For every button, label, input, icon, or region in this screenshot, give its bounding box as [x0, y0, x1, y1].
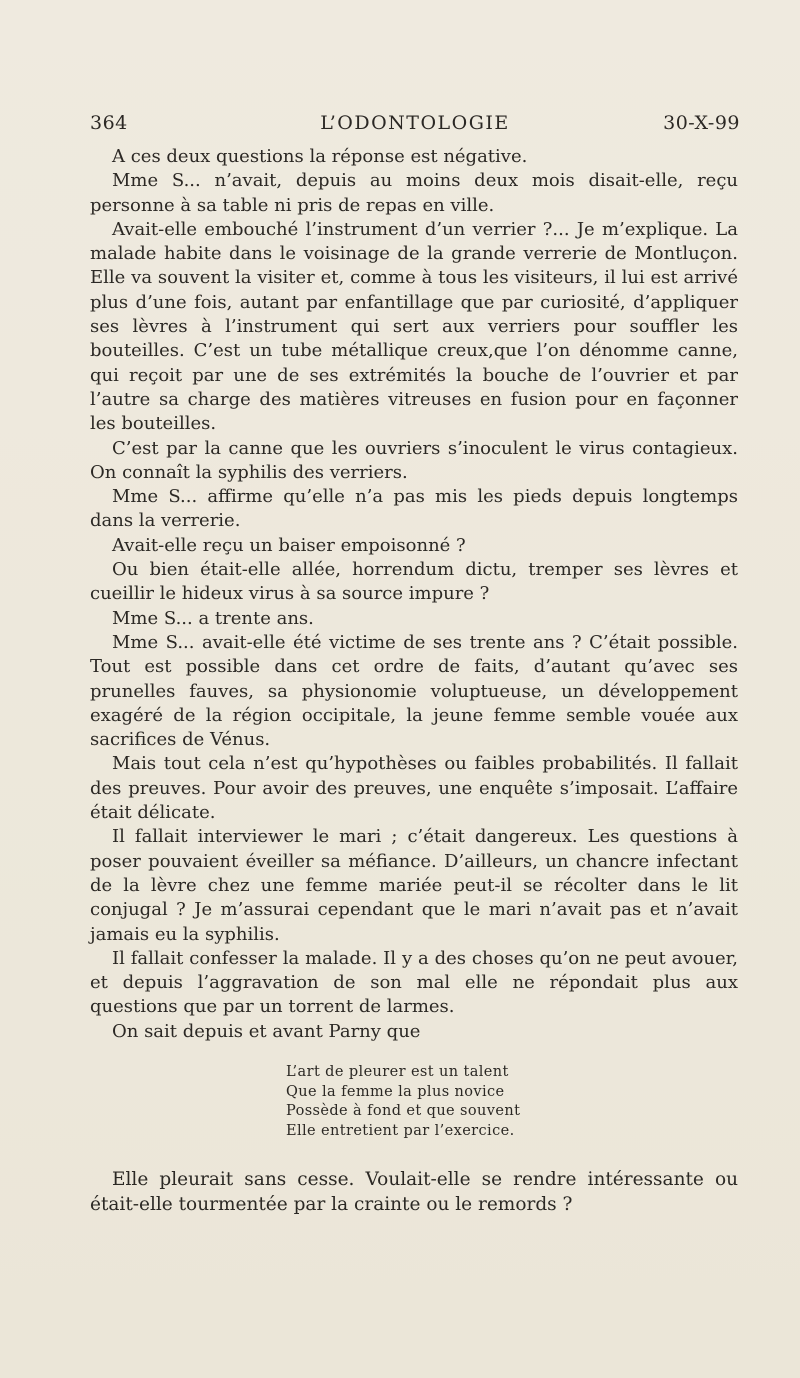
issue-date: 30-X-99: [663, 112, 740, 134]
page-number: 364: [90, 112, 128, 134]
poem-line: Que la femme la plus novice: [286, 1083, 505, 1100]
paragraph: Il fallait interviewer le mari ; c’était dangereux. Les questions à poser pouvaient éveiller sa méfiance. D’ailleurs, un chancre infectant de la lèvre chez une femme mariée peut-il se récolter dans le lit conjugal ? Je m’assurai cependant que le mari n’avait pas et n’avait jamais eu la syphilis.: [90, 826, 738, 945]
paragraph: Mme S... avait-elle été victime de ses trente ans ? C’était possible. Tout est possible dans cet ordre de faits, d’autant qu’avec ses prunelles fauves, sa physionomie voluptueuse, un développement exagéré de la région occipitale, la jeune femme semble vouée aux sacrifices de Vénus.: [90, 631, 738, 751]
paragraph: Mme S... affirme qu’elle n’a pas mis les pieds depuis longtemps dans la verrerie.: [90, 486, 738, 532]
paragraph: C’est par la canne que les ouvriers s’inoculent le virus contagieux. On connaît la syphilis des verriers.: [90, 437, 738, 483]
paragraph: Avait-elle embouché l’instrument d’un verrier ?... Je m’explique. La malade habite dans le voisinage de la grande verrerie de Montluçon. Elle va souvent la visiter et, comme à tous les visiteurs, il lui est arrivé plus d’une fois, autant par enfantillage que par curiosité, d’appliquer ses lèvres à l’instrument qui sert aux verriers pour souffler les bouteilles. C’est un tube métallique creux,que l’on dénomme canne, qui reçoit par une de ses extrémités la bouche de l’ouvrier et par l’autre sa charge des matières vitreuses en fusion pour en façonner les bouteilles.: [90, 218, 738, 435]
running-header: [90, 112, 740, 142]
paragraph: Mme S... n’avait, depuis au moins deux mois disait-elle, reçu personne à sa table ni pris de repas en ville.: [90, 170, 738, 216]
journal-title: L’ODONTOLOGIE: [320, 112, 510, 134]
paragraph: Il fallait confesser la malade. Il y a des choses qu’on ne peut avouer, et depuis l’aggravation de son mal elle ne répondait plus aux questions que par un torrent de larmes.: [90, 947, 738, 1018]
poem-line: Possède à fond et que souvent: [286, 1103, 521, 1119]
paragraph: A ces deux questions la réponse est négative.: [112, 146, 528, 167]
poem-line: L’art de pleurer est un talent: [286, 1064, 509, 1080]
poem-quote: [286, 1063, 520, 1141]
closing-paragraph: Elle pleurait sans cesse. Voulait-elle se rendre intéressante ou était-elle tourmentée par la crainte ou le remords ?: [90, 1169, 738, 1215]
paragraph: Mme S... a trente ans.: [112, 607, 314, 629]
closing-text: [90, 1167, 738, 1217]
paragraph: Ou bien était-elle allée, horrendum dictu, tremper ses lèvres et cueillir le hideux virus à sa source impure ?: [90, 559, 738, 605]
paragraph: Mais tout cela n’est qu’hypothèses ou faibles probabilités. Il fallait des preuves. Pour avoir des preuves, une enquête s’imposait. L’affaire était délicate.: [90, 753, 738, 824]
body-text: [90, 145, 738, 1044]
paragraph: On sait depuis et avant Parny que: [112, 1020, 421, 1042]
poem-line: Elle entretient par l’exercice.: [286, 1122, 515, 1139]
paragraph: Avait-elle reçu un baiser empoisonné ?: [112, 534, 466, 556]
